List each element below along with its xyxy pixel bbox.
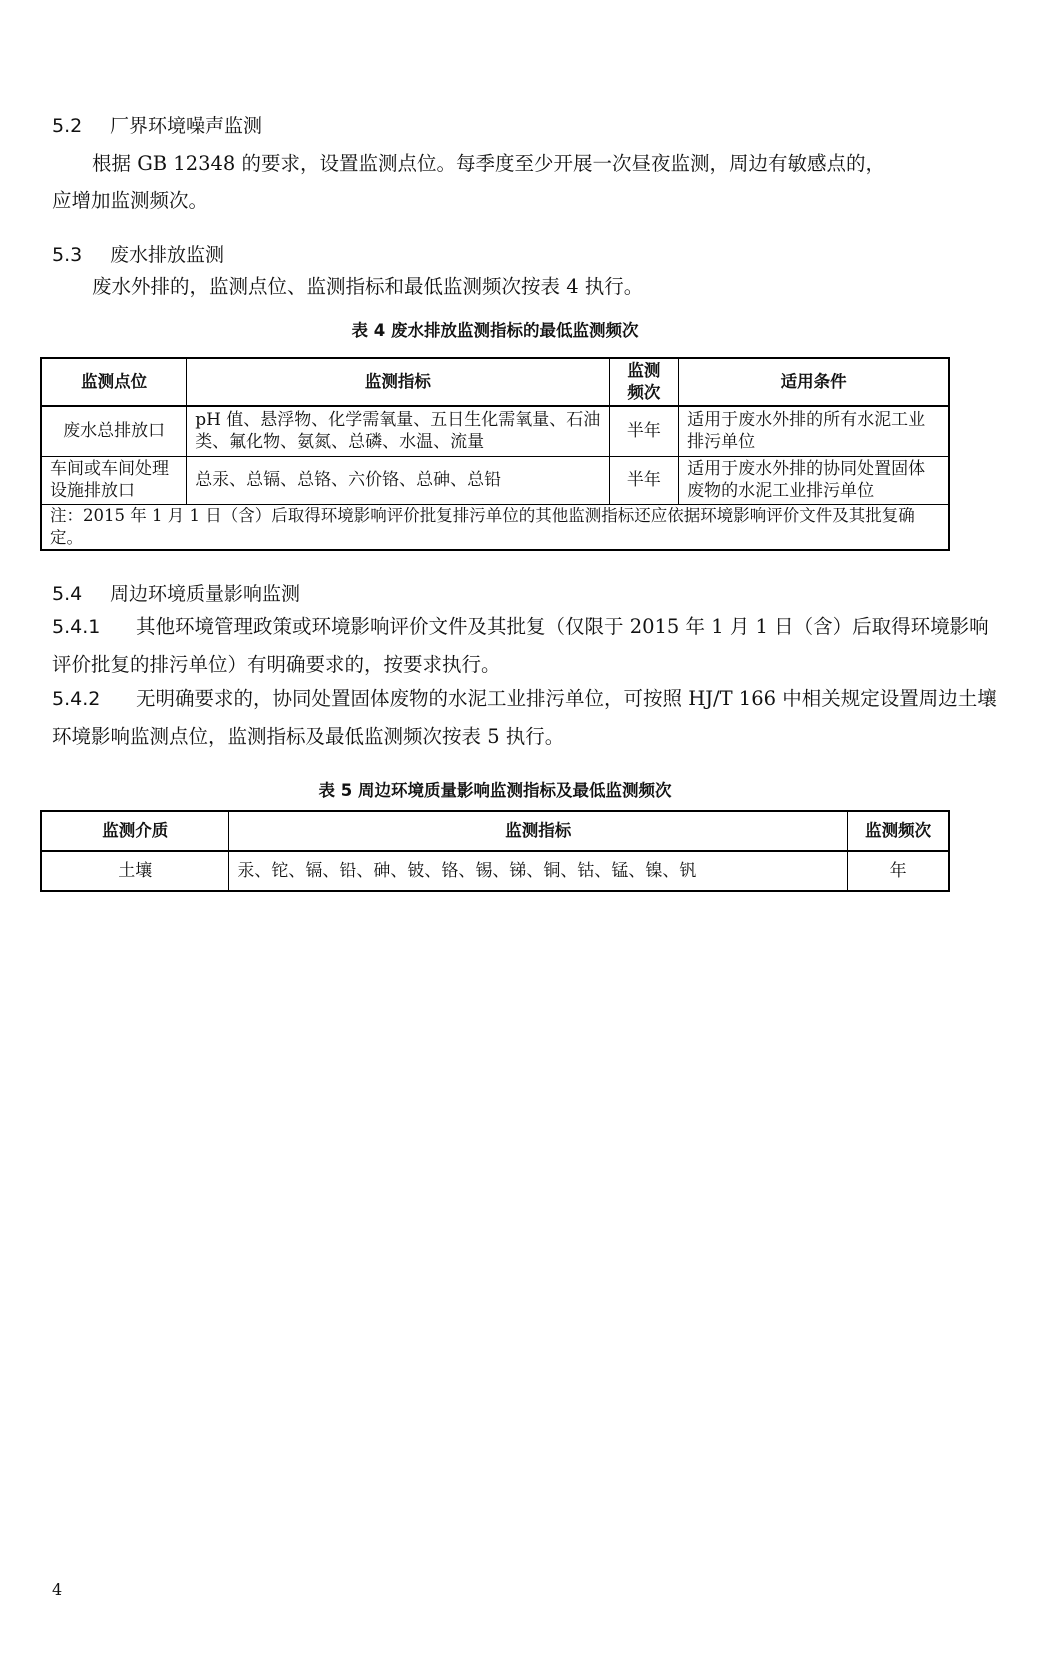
table-cell: 半年 xyxy=(609,406,679,456)
table-5-caption: 表 5 周边环境质量影响监测指标及最低监测频次 xyxy=(318,781,672,800)
table-row xyxy=(41,456,949,504)
table-header-cell: 监测指标 xyxy=(229,811,848,851)
table-cell: 年 xyxy=(848,851,949,891)
section-number: 5.2 xyxy=(52,115,83,137)
table-header-cell: 监测频次 xyxy=(609,358,679,406)
section-heading-5-3 xyxy=(52,243,224,267)
table-cell: 适用于废水外排的协同处置固体废物的水泥工业排污单位 xyxy=(679,456,949,504)
table-cell: 废水总排放口 xyxy=(41,406,187,456)
subsection-text: 无明确要求的，协同处置固体废物的水泥工业排污单位，可按照 HJ/T 166 中相关规定设置周边土壤环境影响监测点位，监测指标及最低监测频次按表 5 执行。 xyxy=(52,687,997,748)
table-note: 注：2015 年 1 月 1 日（含）后取得环境影响评价批复排污单位的其他监测指标还应依据环境影响评价文件及其批复确定。 xyxy=(41,504,949,550)
section-5-2-paragraph: 根据 GB 12348 的要求，设置监测点位。每季度至少开展一次昼夜监测，周边有敏感点的，应增加监测频次。 xyxy=(52,152,886,212)
table-cell: 土壤 xyxy=(41,851,229,891)
section-number: 5.4 xyxy=(52,583,83,605)
table-header-cell: 适用条件 xyxy=(679,358,949,406)
table-row xyxy=(41,406,949,456)
page-number: 4 xyxy=(52,1580,63,1599)
table-header-cell: 监测频次 xyxy=(848,811,949,851)
table-cell: 车间或车间处理设施排放口 xyxy=(41,456,187,504)
table-cell: 总汞、总镉、总铬、六价铬、总砷、总铅 xyxy=(187,456,609,504)
section-5-4-2-paragraph xyxy=(52,680,997,755)
table-row xyxy=(41,851,949,891)
table-header-row xyxy=(41,358,949,406)
section-heading-5-2 xyxy=(52,114,262,138)
table-cell: 适用于废水外排的所有水泥工业排污单位 xyxy=(679,406,949,456)
section-5-3-paragraph: 废水外排的，监测点位、监测指标和最低监测频次按表 4 执行。 xyxy=(92,275,644,298)
table-4 xyxy=(40,357,950,551)
section-number: 5.3 xyxy=(52,244,83,266)
table-cell: pH 值、悬浮物、化学需氧量、五日生化需氧量、石油类、氟化物、氨氮、总磷、水温、流量 xyxy=(187,406,609,456)
section-5-4-1-paragraph xyxy=(52,608,997,683)
table-header-cell: 监测点位 xyxy=(41,358,187,406)
table-note-row xyxy=(41,504,949,550)
subsection-number: 5.4.2 xyxy=(52,688,101,710)
table-5 xyxy=(40,810,950,892)
table-header-cell: 监测指标 xyxy=(187,358,609,406)
section-heading-5-4 xyxy=(52,582,300,606)
table-header-cell: 监测介质 xyxy=(41,811,229,851)
table-header-row xyxy=(41,811,949,851)
table-cell: 半年 xyxy=(609,456,679,504)
subsection-text: 其他环境管理政策或环境影响评价文件及其批复（仅限于 2015 年 1 月 1 日（含）后取得环境影响评价批复的排污单位）有明确要求的，按要求执行。 xyxy=(52,615,989,676)
table-4-caption: 表 4 废水排放监测指标的最低监测频次 xyxy=(351,321,639,340)
table-cell: 汞、铊、镉、铅、砷、铍、铬、锡、锑、铜、钴、锰、镍、钒 xyxy=(229,851,848,891)
subsection-number: 5.4.1 xyxy=(52,616,101,638)
section-title: 厂界环境噪声监测 xyxy=(110,115,263,137)
section-title: 周边环境质量影响监测 xyxy=(110,583,301,605)
section-title: 废水排放监测 xyxy=(110,244,225,266)
